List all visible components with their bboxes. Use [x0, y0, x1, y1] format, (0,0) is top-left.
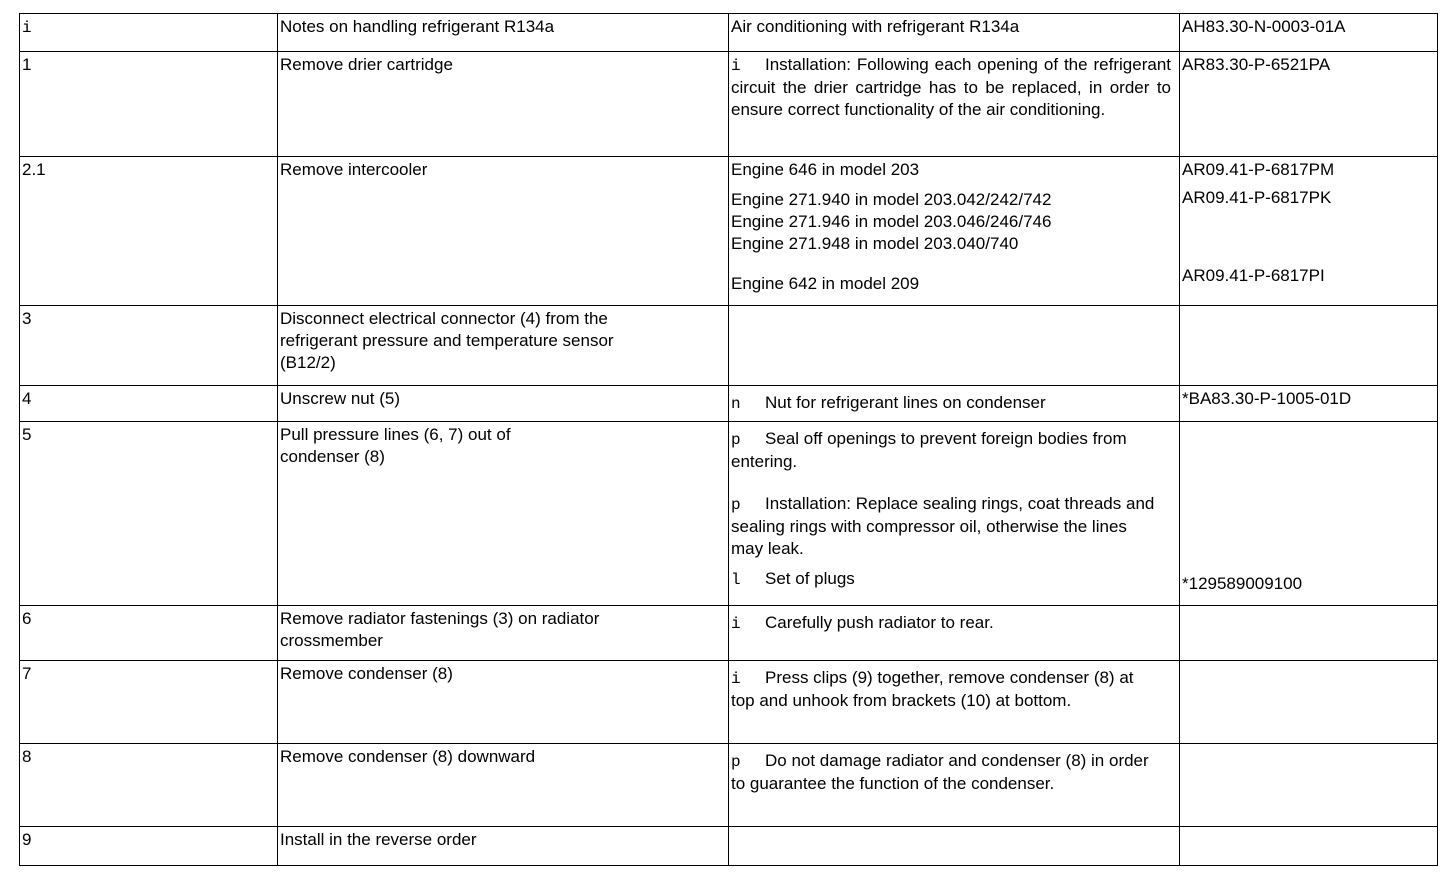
info-symbol-icon: i [731, 615, 741, 633]
info-symbol-icon: i [731, 57, 741, 75]
ref-link[interactable]: AR09.41-P-6817PI [1182, 266, 1325, 285]
action-cell [278, 386, 729, 422]
tool-symbol-icon: l [731, 571, 741, 589]
step-cell [20, 157, 278, 306]
action-text: Remove condenser (8) [280, 664, 453, 683]
ref-link[interactable]: AR83.30-P-6521PA [1182, 55, 1331, 74]
step-number: 4 [22, 389, 32, 408]
action-cell [278, 306, 729, 386]
action-text: Install in the reverse order [280, 830, 477, 849]
action-text: Remove intercooler [280, 160, 428, 179]
action-text: Unscrew nut (5) [280, 389, 400, 408]
step-number: 1 [22, 55, 32, 74]
action-text: Disconnect electrical connector (4) from the refrigerant pressure and temperature sensor (B12/2) [280, 309, 614, 372]
step-number: 7 [22, 664, 32, 683]
info-cell [729, 661, 1180, 744]
action-text: Remove radiator fastenings (3) on radiator crossmember [280, 609, 600, 650]
info-symbol-icon: p [731, 431, 741, 449]
engine-line: Engine 646 in model 203 [731, 160, 920, 179]
info-symbol-icon: n [731, 395, 741, 413]
info-text: Press clips (9) together, remove condenser (8) at top and unhook from brackets (10) at bottom. [731, 668, 1134, 710]
info-text: Installation: Replace sealing rings, coat threads and sealing rings with compressor oil, otherwise the lines may leak. [731, 494, 1155, 558]
ref-link[interactable]: AH83.30-N-0003-01A [1182, 17, 1346, 36]
ref-link[interactable]: AR09.41-P-6817PK [1182, 188, 1332, 207]
info-note [731, 54, 1171, 121]
step-number: 5 [22, 425, 32, 444]
ref-cell [1180, 157, 1438, 306]
info-note [731, 493, 1161, 560]
info-cell [729, 606, 1180, 661]
action-text: Remove drier cartridge [280, 55, 453, 74]
info-cell [729, 827, 1180, 866]
step-number: 6 [22, 609, 32, 628]
info-text: Nut for refrigerant lines on condenser [765, 393, 1046, 412]
action-text: Notes on handling refrigerant R134a [280, 17, 555, 36]
info-text: Installation: Following each opening of the refrigerant circuit the drier cartridge has to be replaced, in order to ensure correct functionality of the air conditioning. [731, 55, 1171, 119]
warning-symbol-icon: p [731, 753, 741, 771]
ref-cell [1180, 306, 1438, 386]
info-note [731, 750, 1161, 795]
info-text: Air conditioning with refrigerant R134a [731, 17, 1020, 36]
info-text: Set of plugs [765, 569, 855, 588]
info-cell [729, 744, 1180, 827]
info-text: Seal off openings to prevent foreign bodies from entering. [731, 429, 1127, 471]
table-row [20, 661, 1438, 744]
info-cell [729, 422, 1180, 606]
info-cell [729, 306, 1180, 386]
action-cell [278, 744, 729, 827]
info-text: Do not damage radiator and condenser (8) in order to guarantee the function of the condenser. [731, 751, 1149, 793]
step-cell [20, 744, 278, 827]
info-text: Carefully push radiator to rear. [765, 613, 994, 632]
ref-cell [1180, 14, 1438, 52]
ref-cell [1180, 827, 1438, 866]
table-row [20, 422, 1438, 606]
info-cell [729, 386, 1180, 422]
info-note [731, 392, 1177, 415]
step-cell [20, 386, 278, 422]
step-number: 3 [22, 309, 32, 328]
table-row [20, 744, 1438, 827]
table-row [20, 52, 1438, 157]
info-note [731, 428, 1161, 473]
ref-cell [1180, 661, 1438, 744]
ref-cell [1180, 386, 1438, 422]
ref-link[interactable]: *129589009100 [1182, 574, 1303, 593]
action-cell [278, 422, 729, 606]
action-cell [278, 827, 729, 866]
procedure-table [19, 13, 1438, 866]
action-cell [278, 52, 729, 157]
step-cell [20, 606, 278, 661]
step-cell [20, 422, 278, 606]
step-number: 8 [22, 747, 32, 766]
ref-cell [1180, 52, 1438, 157]
action-cell [278, 157, 729, 306]
engine-line: Engine 642 in model 209 [731, 274, 920, 293]
ref-cell [1180, 744, 1438, 827]
info-symbol-icon: p [731, 496, 741, 514]
action-text: Remove condenser (8) downward [280, 747, 536, 766]
ref-cell [1180, 422, 1438, 606]
action-text: Pull pressure lines (6, 7) out of condenser (8) [280, 425, 511, 466]
step-number: 9 [22, 830, 32, 849]
table-row [20, 606, 1438, 661]
ref-link[interactable]: *BA83.30-P-1005-01D [1182, 389, 1352, 408]
action-cell [278, 661, 729, 744]
table-row [20, 386, 1438, 422]
step-cell [20, 827, 278, 866]
info-cell [729, 52, 1180, 157]
info-note [731, 667, 1161, 712]
table-row [20, 14, 1438, 52]
info-note [731, 612, 1177, 635]
step-number: 2.1 [22, 160, 46, 179]
step-cell [20, 661, 278, 744]
ref-cell [1180, 606, 1438, 661]
info-note [731, 568, 1161, 591]
engine-line: Engine 271.940 in model 203.042/242/742 [731, 190, 1052, 209]
table-row [20, 827, 1438, 866]
action-cell [278, 606, 729, 661]
action-cell [278, 14, 729, 52]
table-row [20, 306, 1438, 386]
info-cell [729, 14, 1180, 52]
engine-line: Engine 271.946 in model 203.046/246/746 [731, 212, 1052, 231]
info-symbol-icon: i [731, 670, 741, 688]
step-cell [20, 14, 278, 52]
step-cell [20, 52, 278, 157]
info-cell [729, 157, 1180, 306]
step-number: i [22, 19, 32, 37]
table-row [20, 157, 1438, 306]
ref-link[interactable]: AR09.41-P-6817PM [1182, 160, 1335, 179]
step-cell [20, 306, 278, 386]
engine-line: Engine 271.948 in model 203.040/740 [731, 234, 1019, 253]
